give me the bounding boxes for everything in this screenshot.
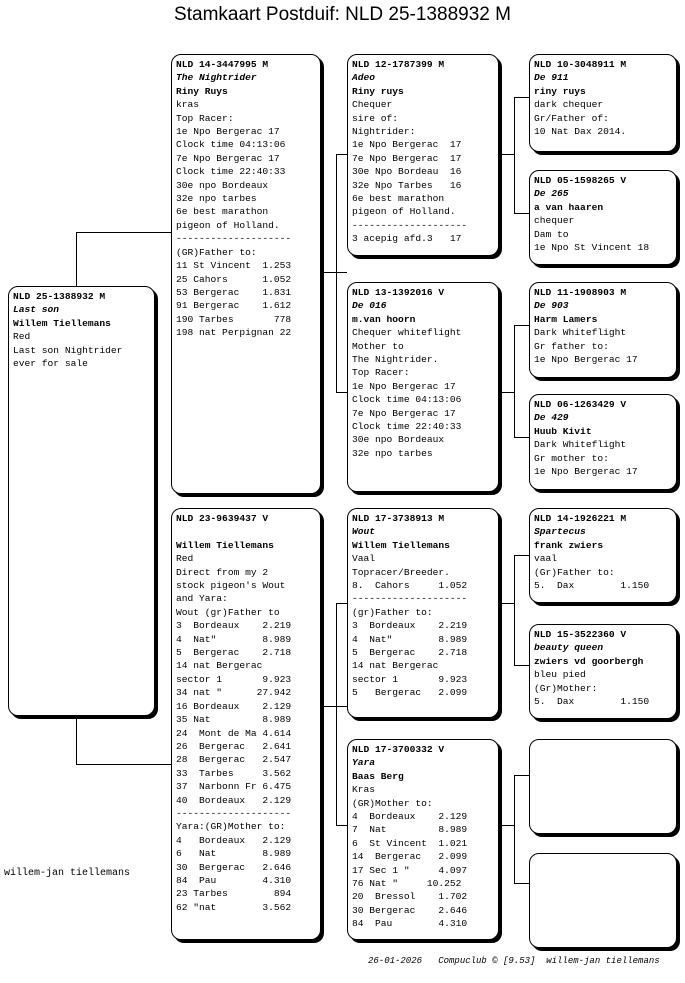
- pigeon-name: De 265: [534, 188, 569, 200]
- card-line: 7e Npo Bergerac 17: [352, 407, 456, 419]
- card-line: 30e npo Bordeaux: [176, 179, 269, 191]
- card-line: 5 Bergerac 2.718: [352, 647, 468, 659]
- card-line: 23 Tarbes 894: [176, 888, 292, 900]
- ring-number: NLD 10-3048911 M: [534, 59, 627, 70]
- ring-number: NLD 13-1392016 V: [352, 287, 445, 298]
- card-line: 1e Npo Bergerac 17: [534, 466, 638, 478]
- card-line: bleu pied: [534, 669, 586, 681]
- connector-line: [499, 392, 515, 393]
- card-line: 5 Bergerac 2.099: [352, 687, 468, 699]
- card-line: 8. Cahors 1.052: [352, 580, 468, 592]
- card-line: ever for sale: [13, 358, 88, 370]
- footer-credits: 26-01-2026 Compuclub © [9.53] willem-jan tiellemans: [368, 956, 660, 966]
- owner-name: frank zwiers: [534, 539, 604, 551]
- card-line: 4 Bordeaux 2.129: [176, 834, 292, 846]
- pigeon-card-fms-father[interactable]: [529, 282, 677, 378]
- card-line: 4 Nat" 8.989: [176, 633, 292, 645]
- connector-line: [514, 97, 529, 98]
- connector-line: [514, 883, 529, 884]
- connector-line: [336, 603, 337, 825]
- card-line: 7e Npo Bergerac 17: [176, 152, 280, 164]
- pigeon-name: De 903: [534, 300, 569, 312]
- card-line: Chequer whiteflight: [352, 327, 462, 339]
- card-line: Last son Nightrider: [13, 344, 123, 356]
- connector-line: [514, 213, 529, 214]
- card-line: pigeon of Holland.: [176, 219, 280, 231]
- connector-line: [499, 603, 515, 604]
- card-line: Wout (gr)Father to: [176, 606, 280, 618]
- card-line: 84 Pau 4.310: [176, 874, 292, 886]
- card-line: 4 Nat" 8.989: [352, 633, 468, 645]
- card-line: 3 Bordeaux 2.219: [352, 620, 468, 632]
- pigeon-card-mother[interactable]: [171, 508, 321, 940]
- pigeon-card-mfs-father[interactable]: [529, 508, 677, 603]
- connector-line: [336, 154, 347, 155]
- card-line: 6e best marathon: [352, 193, 445, 205]
- card-line: kras: [176, 99, 200, 111]
- owner-name: Riny Ruys: [176, 85, 228, 97]
- connector-line: [514, 325, 529, 326]
- owner-name: Willem Tiellemans: [176, 539, 274, 551]
- card-line: 62 "nat 3.562: [176, 901, 292, 913]
- card-line: Gr/Father of:: [534, 112, 609, 124]
- pigeon-name: The Nightrider: [176, 72, 257, 84]
- card-line: (Gr)Father to:: [534, 566, 615, 578]
- page-title: Stamkaart Postduif: NLD 25-1388932 M: [174, 4, 511, 25]
- pigeon-card-ffs-mother[interactable]: [529, 170, 677, 265]
- connector-line: [76, 716, 77, 764]
- pigeon-card-maternal-grandfather[interactable]: [347, 508, 499, 718]
- pigeon-card-paternal-grandfather[interactable]: [347, 54, 499, 256]
- card-line: 5. Dax 1.150: [534, 580, 650, 592]
- pigeon-name: beauty queen: [534, 642, 604, 654]
- card-line: 190 Tarbes 778: [176, 313, 292, 325]
- breeder-name: willem-jan tiellemans: [4, 868, 131, 879]
- card-line: Gr mother to:: [534, 452, 609, 464]
- card-line: 1e Npo Bergerac 17: [534, 354, 638, 366]
- owner-name: Baas Berg: [352, 770, 404, 782]
- card-line: 14 nat Bergerac: [176, 660, 263, 672]
- card-line: Yara:(GR)Mother to:: [176, 821, 286, 833]
- pigeon-name: Yara: [352, 757, 376, 769]
- card-line: 16 Bordeaux 2.129: [176, 700, 292, 712]
- card-line: 3 Bordeaux 2.219: [176, 620, 292, 632]
- card-line: 6 Nat 8.989: [176, 848, 292, 860]
- owner-name: riny ruys: [534, 85, 586, 97]
- card-line: 53 Bergerac 1.831: [176, 286, 292, 298]
- card-line: Clock time 04:13:06: [352, 394, 462, 406]
- connector-line: [76, 232, 171, 233]
- pigeon-card-mfs-mother[interactable]: [529, 624, 677, 719]
- card-line: 1e Npo Bergerac 17: [176, 126, 280, 138]
- card-line: Vaal: [352, 553, 376, 565]
- card-line: 14 Bergerac 2.099: [352, 851, 468, 863]
- card-line: 14 nat Bergerac: [352, 660, 439, 672]
- card-line: Clock time 04:13:06: [176, 139, 286, 151]
- ring-number: NLD 17-3738913 M: [352, 513, 445, 524]
- card-line: 30e Npo Bordeau 16: [352, 166, 462, 178]
- connector-line: [514, 775, 529, 776]
- card-line: Clock time 22:40:33: [176, 166, 286, 178]
- owner-name: Huub Kivit: [534, 425, 592, 437]
- card-line: 5. Dax 1.150: [534, 696, 650, 708]
- card-line: and Yara:: [176, 593, 228, 605]
- card-line: Dark Whiteflight: [534, 439, 627, 451]
- card-line: Kras: [352, 784, 376, 796]
- card-line: 4 Bordeaux 2.129: [352, 811, 468, 823]
- pigeon-card-father[interactable]: [171, 54, 321, 494]
- connector-line: [76, 232, 77, 286]
- card-line: 25 Cahors 1.052: [176, 273, 292, 285]
- card-line: 30e npo Bordeaux: [352, 434, 445, 446]
- connector-line: [321, 272, 347, 273]
- card-line: Red: [13, 331, 31, 343]
- card-line: 32e npo tarbes: [176, 193, 257, 205]
- card-line: Top Racer:: [176, 112, 234, 124]
- card-line: Direct from my 2: [176, 566, 269, 578]
- connector-line: [336, 392, 347, 393]
- pigeon-card-mms-father[interactable]: [529, 739, 677, 834]
- card-line: The Nightrider.: [352, 354, 439, 366]
- card-line: --------------------: [176, 233, 292, 245]
- card-line: 32e npo tarbes: [352, 447, 433, 459]
- card-line: 91 Bergerac 1.612: [176, 300, 292, 312]
- card-line: sire of:: [352, 112, 399, 124]
- card-line: [176, 525, 316, 538]
- connector-line: [336, 825, 347, 826]
- ring-number: NLD 11-1908903 M: [534, 287, 627, 298]
- card-line: stock pigeon's Wout: [176, 580, 286, 592]
- card-line: 11 St Vincent 1.253: [176, 260, 292, 272]
- ring-number: NLD 25-1388932 M: [13, 291, 106, 302]
- card-line: 3 acepig afd.3 17: [352, 233, 462, 245]
- card-line: 7 Nat 8.989: [352, 824, 468, 836]
- connector-line: [514, 97, 515, 213]
- card-line: (GR)Mother to:: [352, 797, 433, 809]
- ring-number: NLD 15-3522360 V: [534, 629, 627, 640]
- card-line: --------------------: [176, 807, 292, 819]
- card-line: 76 Nat " 10.252: [352, 878, 462, 890]
- pigeon-name: De 429: [534, 412, 569, 424]
- card-line: 30 Bergerac 2.646: [352, 904, 468, 916]
- card-line: Nightrider:: [352, 126, 416, 138]
- card-line: Clock time 22:40:33: [352, 421, 462, 433]
- card-line: 198 nat Perpignan 22: [176, 327, 292, 339]
- card-line: --------------------: [352, 593, 468, 605]
- pigeon-card-fms-mother[interactable]: [529, 394, 677, 490]
- connector-line: [336, 154, 337, 392]
- connector-line: [514, 325, 515, 437]
- card-line: 10 Nat Dax 2014.: [534, 126, 627, 138]
- card-line: 1e Npo Bergerac 17: [352, 380, 456, 392]
- ring-number: NLD 23-9639437 V: [176, 513, 269, 524]
- owner-name: a van haaren: [534, 201, 604, 213]
- pigeon-name: Wout: [352, 526, 376, 538]
- card-line: (GR)Father to:: [176, 246, 257, 258]
- pigeon-card-ffs-father[interactable]: [529, 54, 677, 152]
- card-line: 84 Pau 4.310: [352, 918, 468, 930]
- card-line: Topracer/Breeder.: [352, 566, 450, 578]
- pigeon-card-paternal-grandmother[interactable]: [347, 282, 499, 492]
- connector-line: [76, 764, 171, 765]
- card-line: 35 Nat 8.989: [176, 714, 292, 726]
- card-line: --------------------: [352, 219, 468, 231]
- card-line: Chequer: [352, 99, 393, 111]
- card-line: 40 Bordeaux 2.129: [176, 794, 292, 806]
- ring-number: NLD 05-1598265 V: [534, 175, 627, 186]
- ring-number: NLD 12-1787399 M: [352, 59, 445, 70]
- card-line: 20 Bressol 1.702: [352, 891, 468, 903]
- card-line: dark chequer: [534, 99, 604, 111]
- card-line: (gr)Father to:: [352, 606, 433, 618]
- owner-name: m.van hoorn: [352, 313, 416, 325]
- owner-name: Harm Lamers: [534, 313, 598, 325]
- card-line: sector 1 9.923: [176, 673, 292, 685]
- card-line: 33 Tarbes 3.562: [176, 767, 292, 779]
- ring-number: NLD 17-3700332 V: [352, 744, 445, 755]
- card-line: Dam to: [534, 228, 569, 240]
- card-line: 24 Mont de Ma 4.614: [176, 727, 292, 739]
- pigeon-name: De 911: [534, 72, 569, 84]
- card-line: Gr father to:: [534, 340, 609, 352]
- card-line: 37 Narbonn Fr 6.475: [176, 781, 292, 793]
- pigeon-name: Adeo: [352, 72, 376, 84]
- connector-line: [499, 825, 515, 826]
- card-line: 17 Sec 1 " 4.097: [352, 864, 468, 876]
- connector-line: [514, 555, 515, 665]
- connector-line: [514, 555, 529, 556]
- card-line: 6e best marathon: [176, 206, 269, 218]
- pigeon-name: Spartecus: [534, 526, 586, 538]
- connector-line: [499, 154, 515, 155]
- card-line: vaal: [534, 553, 558, 565]
- ring-number: NLD 06-1263429 V: [534, 399, 627, 410]
- ring-number: NLD 14-3447995 M: [176, 59, 269, 70]
- owner-name: Riny ruys: [352, 85, 404, 97]
- card-line: 28 Bergerac 2.547: [176, 754, 292, 766]
- card-line: 7e Npo Bergerac 17: [352, 152, 462, 164]
- card-line: Dark Whiteflight: [534, 327, 627, 339]
- card-line: Top Racer:: [352, 367, 410, 379]
- pigeon-name: De 016: [352, 300, 387, 312]
- card-line: sector 1 9.923: [352, 673, 468, 685]
- connector-line: [336, 603, 347, 604]
- owner-name: zwiers vd goorbergh: [534, 655, 644, 667]
- connector-line: [514, 437, 529, 438]
- card-line: 34 nat " 27.942: [176, 687, 292, 699]
- connector-line: [321, 706, 347, 707]
- ring-number: NLD 14-1926221 M: [534, 513, 627, 524]
- card-line: Red: [176, 553, 194, 565]
- card-line: 1e Npo Bergerac 17: [352, 139, 462, 151]
- card-line: 32e Npo Tarbes 16: [352, 179, 462, 191]
- pigeon-card-subject[interactable]: [8, 286, 155, 716]
- card-line: chequer: [534, 215, 575, 227]
- pigeon-name: Last son: [13, 304, 60, 316]
- owner-name: Willem Tiellemans: [352, 539, 450, 551]
- card-line: pigeon of Holland.: [352, 206, 456, 218]
- pigeon-card-mms-mother[interactable]: [529, 853, 677, 948]
- connector-line: [514, 775, 515, 883]
- connector-line: [514, 665, 529, 666]
- card-line: 30 Bergerac 2.646: [176, 861, 292, 873]
- card-line: 6 St Vincent 1.021: [352, 837, 468, 849]
- pigeon-card-maternal-grandmother[interactable]: [347, 739, 499, 940]
- card-line: 5 Bergerac 2.718: [176, 647, 292, 659]
- card-line: 1e Npo St Vincent 18: [534, 242, 650, 254]
- card-line: 26 Bergerac 2.641: [176, 740, 292, 752]
- card-line: (Gr)Mother:: [534, 682, 598, 694]
- owner-name: Willem Tiellemans: [13, 317, 111, 329]
- card-line: Mother to: [352, 340, 404, 352]
